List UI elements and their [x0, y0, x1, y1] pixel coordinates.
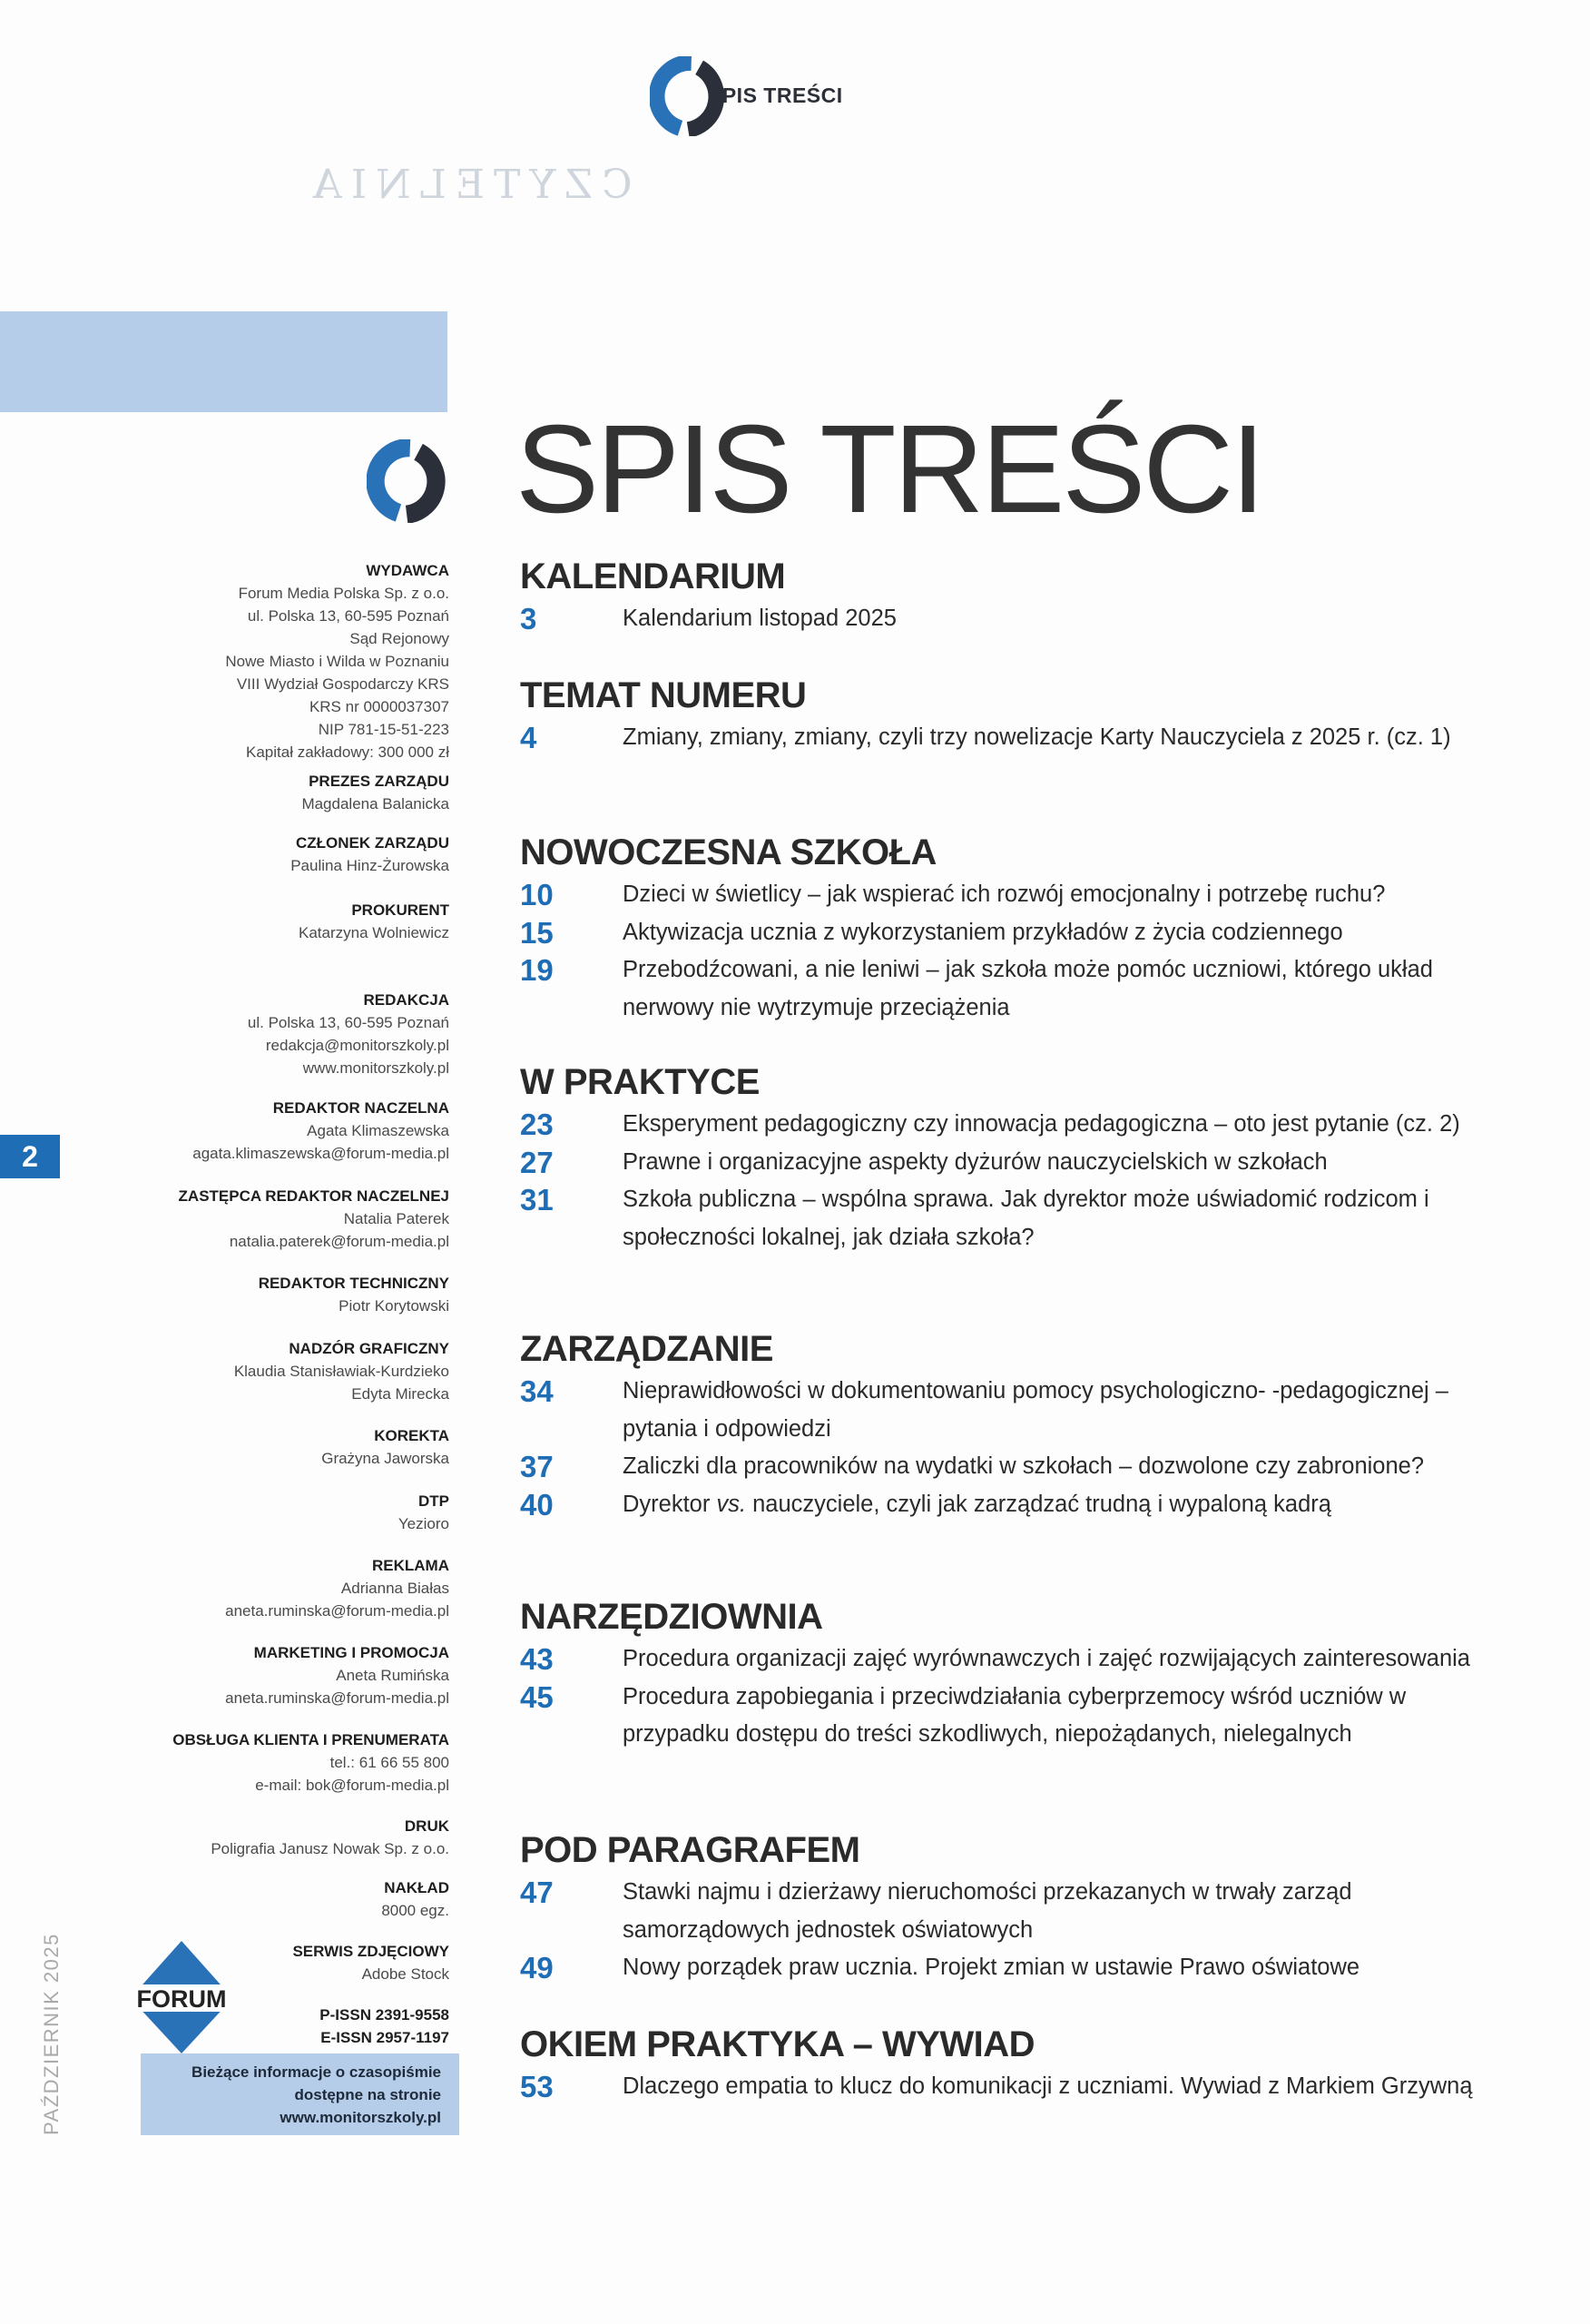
masthead-line: VIII Wydział Gospodarczy KRS — [236, 675, 449, 693]
toc-section-heading: NOWOCZESNA SZKOŁA — [520, 832, 937, 872]
toc-section — [520, 1325, 1518, 1523]
masthead-line: Aneta Rumińska — [336, 1667, 449, 1684]
masthead-heading: E-ISSN 2957-1197 — [320, 2029, 449, 2046]
masthead-heading: REDAKTOR TECHNICZNY — [258, 1275, 449, 1292]
masthead-contact-link[interactable]: aneta.ruminska@forum-media.pl — [225, 1602, 449, 1620]
masthead-line: Edyta Mirecka — [351, 1385, 449, 1403]
masthead-line: 8000 egz. — [381, 1902, 449, 1919]
toc-page-number: 49 — [520, 1951, 554, 1984]
masthead-heading: ZASTĘPCA REDAKTOR NACZELNEJ — [178, 1187, 449, 1205]
toc-entry-title: Stawki najmu i dzierżawy nieruchomości przekazanych w trwały zarząd samorządowych jednostek oświatowych — [623, 1879, 1352, 1943]
masthead-line: Magdalena Balanicka — [301, 795, 449, 812]
masthead-line: Adrianna Białas — [340, 1580, 449, 1597]
toc-section — [520, 2021, 1518, 2106]
toc-section-heading: ZARZĄDZANIE — [520, 1329, 773, 1369]
toc-entry-title: Zaliczki dla pracowników na wydatki w szkołach – dozwolone czy zabronione? — [623, 1453, 1425, 1479]
masthead-line: Sąd Rejonowy — [349, 630, 449, 647]
toc-entry-title: Prawne i organizacyjne aspekty dyżurów nauczycielskich w szkołach — [623, 1148, 1328, 1175]
info-line: dostępne na stronie — [294, 2086, 441, 2103]
toc-entry-title: Procedura zapobiegania i przeciwdziałania cyberprzemocy wśród uczniów w przypadku dostępu do treści szkodliwych, niepożądanych, nielegalnych — [623, 1683, 1407, 1747]
toc-page-number: 15 — [520, 915, 554, 950]
masthead-heading: NADZÓR GRAFICZNY — [289, 1340, 449, 1357]
decorative-band — [0, 311, 447, 412]
toc-entry[interactable] — [520, 1373, 1518, 1448]
toc-entry-title: Dzieci w świetlicy – jak wspierać ich rozwój emocjonalny i potrzebę ruchu? — [623, 881, 1386, 907]
toc-entry[interactable] — [520, 1181, 1518, 1256]
masthead-group — [68, 899, 449, 944]
toc-entry-title: Eksperyment pedagogiczny czy innowacja pedagogiczna – oto jest pytanie (cz. 2) — [623, 1111, 1460, 1137]
toc-page-number: 23 — [520, 1108, 554, 1141]
masthead-contact-link[interactable]: www.monitorszkoly.pl — [302, 1059, 449, 1077]
masthead-line: Klaudia Stanisławiak-Kurdzieko — [233, 1363, 449, 1380]
toc-page-number: 53 — [520, 2070, 554, 2103]
library-stamp: CZYTELNIA — [304, 162, 633, 208]
toc-entry[interactable] — [520, 951, 1518, 1027]
toc-page-number: 10 — [520, 878, 554, 911]
masthead-group — [68, 832, 449, 877]
masthead-heading: REKLAMA — [372, 1557, 449, 1574]
masthead-line: Kapitał zakładowy: 300 000 zł — [246, 743, 449, 761]
masthead-line: ul. Polska 13, 60-595 Poznań — [247, 1014, 449, 1031]
toc-section-heading: KALENDARIUM — [520, 556, 786, 596]
toc-page-number: 37 — [520, 1450, 554, 1483]
masthead-contact-link[interactable]: e-mail: bok@forum-media.pl — [255, 1777, 449, 1794]
masthead-heading: REDAKCJA — [363, 991, 449, 1009]
toc-section — [520, 672, 1518, 757]
magazine-logo-icon — [367, 439, 450, 523]
toc-section-heading: W PRAKTYCE — [520, 1062, 760, 1102]
forum-logo-icon — [134, 1941, 229, 2053]
toc-entry-text: nauczyciele, czyli jak zarządzać trudną i wypaloną kadrą — [746, 1491, 1331, 1517]
masthead-group — [68, 1424, 449, 1470]
toc-entry[interactable] — [520, 1448, 1518, 1486]
toc-entry[interactable] — [520, 1679, 1518, 1754]
masthead-heading: CZŁONEK ZARZĄDU — [295, 834, 449, 852]
masthead-group — [68, 1815, 449, 1860]
masthead-group — [68, 1728, 449, 1797]
toc-entry[interactable] — [520, 1949, 1518, 1987]
info-box — [141, 2053, 459, 2135]
toc-page-number: 47 — [520, 1876, 554, 1909]
toc-entry-title: Nowy porządek praw ucznia. Projekt zmian w ustawie Prawo oświatowe — [623, 1955, 1360, 1980]
toc-page-number: 40 — [520, 1487, 554, 1521]
masthead-group — [68, 2004, 449, 2026]
masthead-contact-link[interactable]: natalia.paterek@forum-media.pl — [229, 1233, 449, 1250]
masthead-line: Natalia Paterek — [343, 1210, 449, 1227]
toc-page-number: 4 — [520, 721, 537, 754]
toc-entry-title: Szkoła publiczna – wspólna sprawa. Jak dyrektor może uświadomić rodzicom i społeczności lokalnej, jak działa szkoła? — [623, 1187, 1429, 1250]
toc-section-heading: TEMAT NUMERU — [520, 675, 807, 715]
masthead-heading: REDAKTOR NACZELNA — [272, 1099, 449, 1117]
toc-section-heading: OKIEM PRAKTYKA – WYWIAD — [520, 2024, 1035, 2064]
toc-page-number: 3 — [520, 602, 537, 635]
toc-page-number: 27 — [520, 1145, 554, 1179]
toc-entry[interactable] — [520, 876, 1518, 914]
masthead-heading: DRUK — [404, 1817, 449, 1835]
masthead-line: Poligrafia Janusz Nowak Sp. z o.o. — [211, 1840, 449, 1857]
toc-entry[interactable] — [520, 914, 1518, 952]
masthead-group — [68, 559, 449, 763]
page-number: 2 — [0, 1135, 60, 1178]
toc-entry-title: Przebodźcowani, a nie leniwi – jak szkoła może pomóc uczniowi, którego układ nerwowy nie wytrzymuje przeciążenia — [623, 957, 1433, 1020]
masthead-heading: KOREKTA — [374, 1427, 449, 1444]
masthead-group — [68, 1641, 449, 1709]
toc-entry[interactable] — [520, 1640, 1518, 1679]
masthead-contact-link[interactable]: aneta.ruminska@forum-media.pl — [225, 1689, 449, 1707]
toc-entry-title: Dlaczego empatia to klucz do komunikacji z uczniami. Wywiad z Markiem Grzywną — [623, 2073, 1473, 2099]
masthead-line: Agata Klimaszewska — [307, 1122, 449, 1139]
toc-entry[interactable] — [520, 2068, 1518, 2106]
issue-date: PAŹDZIERNIK 2025 — [40, 1933, 63, 2135]
masthead-group — [68, 1097, 449, 1165]
masthead-contact-link[interactable]: agata.klimaszewska@forum-media.pl — [192, 1145, 449, 1162]
toc-section — [520, 553, 1518, 638]
forum-logo-text: FORUM — [136, 1985, 227, 2013]
masthead-line: Piotr Korytowski — [339, 1297, 449, 1315]
toc-page-number: 43 — [520, 1642, 554, 1676]
masthead-heading: NAKŁAD — [384, 1879, 449, 1896]
toc-section — [520, 1593, 1518, 1754]
masthead-line: tel.: 61 66 55 800 — [329, 1754, 449, 1771]
toc-page-number: 31 — [520, 1183, 554, 1216]
page-title: SPIS TREŚCI — [515, 399, 1263, 539]
masthead-group — [68, 989, 449, 1079]
masthead-line: Katarzyna Wolniewicz — [299, 924, 449, 941]
toc-page-number: 45 — [520, 1679, 554, 1714]
toc-entry[interactable] — [520, 1486, 1518, 1524]
toc-entry-title: Kalendarium listopad 2025 — [623, 606, 897, 631]
toc-entry-text: Dyrektor — [623, 1491, 717, 1517]
masthead-line: NIP 781-15-51-223 — [318, 721, 449, 738]
masthead-line: Grażyna Jaworska — [321, 1450, 449, 1467]
toc-section-heading: NARZĘDZIOWNIA — [520, 1597, 823, 1637]
masthead-heading: OBSŁUGA KLIENTA I PRENUMERATA — [172, 1731, 449, 1748]
masthead-heading: MARKETING I PROMOCJA — [253, 1644, 449, 1661]
toc-entry-title: Procedura organizacji zajęć wyrównawczych i zajęć rozwijających zainteresowania — [623, 1646, 1470, 1671]
masthead-line: KRS nr 0000037307 — [309, 698, 449, 715]
masthead-group — [68, 1272, 449, 1317]
masthead-heading: PROKURENT — [351, 901, 449, 919]
masthead-group — [68, 2026, 449, 2049]
masthead-group — [68, 1940, 449, 1985]
toc-page-number: 34 — [520, 1374, 554, 1408]
masthead-heading: WYDAWCA — [366, 562, 449, 579]
toc-entry[interactable] — [520, 719, 1518, 757]
masthead-heading: P-ISSN 2391-9558 — [319, 2006, 449, 2024]
masthead-contact-link[interactable]: redakcja@monitorszkoly.pl — [265, 1037, 449, 1054]
toc-entry-italic-text: vs. — [716, 1491, 747, 1517]
masthead-group — [68, 1185, 449, 1253]
toc-entry[interactable] — [520, 1874, 1518, 1949]
toc-page-number: 19 — [520, 953, 554, 987]
toc-entry-title — [623, 1486, 1512, 1524]
masthead-line: Adobe Stock — [361, 1965, 449, 1983]
masthead-heading: SERWIS ZDJĘCIOWY — [292, 1943, 449, 1960]
toc-section — [520, 1827, 1518, 1987]
toc-entry[interactable] — [520, 1106, 1518, 1144]
info-website-link[interactable]: www.monitorszkoly.pl — [280, 2109, 441, 2126]
masthead-group — [68, 1490, 449, 1535]
header-title: SPIS TREŚCI — [708, 84, 843, 107]
masthead-line: ul. Polska 13, 60-595 Poznań — [247, 607, 449, 625]
toc-section — [520, 1059, 1518, 1256]
toc-section — [520, 829, 1518, 1027]
toc-entry-title: Nieprawidłowości w dokumentowaniu pomocy psychologiczno- -pedagogicznej – pytania i odpowiedzi — [623, 1378, 1448, 1442]
masthead-group — [68, 770, 449, 815]
masthead-heading: DTP — [418, 1492, 449, 1510]
masthead-line: Nowe Miasto i Wilda w Poznaniu — [225, 653, 449, 670]
toc-entry[interactable] — [520, 600, 1518, 638]
info-line: Bieżące informacje o czasopiśmie — [191, 2063, 441, 2081]
toc-entry-title: Zmiany, zmiany, zmiany, czyli trzy nowelizacje Karty Nauczyciela z 2025 r. (cz. 1) — [623, 724, 1451, 750]
masthead-line: Yezioro — [398, 1515, 449, 1532]
toc-entry[interactable] — [520, 1144, 1518, 1182]
masthead-group — [68, 1876, 449, 1922]
toc-section-heading: POD PARAGRAFEM — [520, 1830, 860, 1870]
masthead-group — [68, 1554, 449, 1622]
masthead-group — [68, 1337, 449, 1405]
masthead-heading: PREZES ZARZĄDU — [309, 773, 449, 790]
masthead-line: Forum Media Polska Sp. z o.o. — [238, 585, 449, 602]
masthead-line: Paulina Hinz-Żurowska — [290, 857, 449, 874]
toc-entry-title: Aktywizacja ucznia z wykorzystaniem przykładów z życia codziennego — [623, 919, 1343, 945]
